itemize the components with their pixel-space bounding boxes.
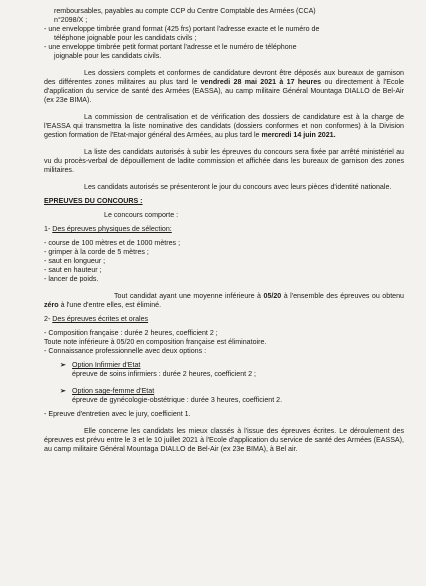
- option-body: épreuve de gynécologie-obstétrique : durée 3 heures, coefficient 2.: [72, 396, 283, 404]
- option-title: Option Infirmier d'Etat: [72, 361, 141, 369]
- moyenne-text-e: à l'une d'entre elles, est éliminé.: [58, 301, 162, 309]
- section1-title: [44, 225, 404, 234]
- intro-line: remboursables, payables au compte CCP du Centre Comptable des Armées (CCA): [54, 7, 316, 15]
- commission-text-a: La commission de centralisation et de vérification des dossiers de candidature est à la charge de l'EASSA qui transmettra la liste nominative des candidats (dossiers conformes et non conformes) à la Division gestion formation de l'Etat-major général des Armées, au plus tard le: [44, 113, 404, 139]
- intro-line: - une enveloppe timbrée grand format (425 frs) portant l'adresse exacte et le numéro de: [44, 25, 320, 33]
- depot-text-c: ou directement à l'Ecole d'application du service de santé des Armées (EASSA), au camp militaire Général Mountaga DIALLO de Bel-Air (ex 23e BIMA).: [44, 78, 404, 104]
- section1-title-text: Des épreuves physiques de sélection:: [52, 225, 172, 233]
- intro-line: - une enveloppe timbrée petit format portant l'adresse et le numéro de téléphone: [44, 43, 297, 51]
- entretien-line: - Epreuve d'entretien avec le jury, coefficient 1.: [44, 410, 191, 418]
- intro-line: téléphone joignable pour les candidats civils ;: [54, 34, 197, 42]
- epreuves-heading: EPREUVES DU CONCOURS :: [44, 197, 143, 205]
- section1-num: 1-: [44, 225, 53, 233]
- depot-deadline: vendredi 28 mai 2021 à 17 heures: [200, 78, 322, 86]
- section2-item: Toute note inférieure à 05/20 en composition française est éliminatoire.: [44, 338, 267, 346]
- intro-line: n°2098/X ;: [54, 16, 88, 24]
- section1-item: - saut en longueur ;: [44, 257, 106, 265]
- section1-item: - saut en hauteur ;: [44, 266, 102, 274]
- paragraph-commission: [44, 113, 404, 140]
- concours-comporte: Le concours comporte :: [104, 211, 179, 219]
- option-body: épreuve de soins infirmiers : durée 2 heures, coefficient 2 ;: [72, 370, 257, 378]
- section1-item: - course de 100 mètres et de 1000 mètres ;: [44, 239, 181, 247]
- section1-item: - lancer de poids.: [44, 275, 99, 283]
- commission-deadline: mercredi 14 juin 2021.: [261, 131, 336, 139]
- option-title: Option sage-femme d'Etat: [72, 387, 155, 395]
- paragraph-presenter: Les candidats autorisés se présenteront le jour du concours avec leurs pièces d'identité nationale.: [84, 183, 392, 191]
- document-body: [44, 7, 404, 454]
- section2-num: 2-: [44, 315, 53, 323]
- moyenne-zero: zéro: [44, 301, 59, 309]
- section2-item: - Connaissance professionnelle avec deux options :: [44, 347, 207, 355]
- paragraph-liste: La liste des candidats autorisés à subir les épreuves du concours sera fixée par arrêté ministériel au vu du procès-verbal de dépouillement de ladite commission et affichée dans les bureaux de garnison des zones militaires.: [44, 148, 404, 174]
- option-infirmier: [60, 361, 404, 370]
- intro-line: joignable pour les candidats civils.: [54, 52, 162, 60]
- paragraph-depot: [44, 69, 404, 105]
- section1-item: - grimper à la corde de 5 mètres ;: [44, 248, 149, 256]
- paragraph-final: Elle concerne les candidats les mieux classés à l'issue des épreuves écrites. Le déroulement des épreuves est prévu entre le 3 et le 10 juillet 2021 à l'Ecole d'application du service de santé des Armées (EASSA), au camp militaire Général Mountaga DIALLO de Bel-Air (ex 23e BIMA), à Bel air.: [44, 427, 404, 453]
- section2-item: - Composition française : durée 2 heures, coefficient 2 ;: [44, 329, 218, 337]
- section2-title: [44, 315, 404, 324]
- moyenne-text-a: Tout candidat ayant une moyenne inférieure à: [114, 292, 264, 300]
- depot-text-a: Les dossiers complets et conformes de candidature devront être déposés aux bureaux de garnison des différentes zones militaires au plus tard le: [44, 69, 404, 86]
- option-sage-femme: [60, 387, 404, 396]
- moyenne-text-c: à l'ensemble des épreuves ou obtenu: [281, 292, 404, 300]
- moyenne-threshold: 05/20: [263, 292, 282, 300]
- arrow-bullet-icon: ➢: [60, 361, 66, 369]
- arrow-bullet-icon: ➢: [60, 387, 66, 395]
- section2-title-text: Des épreuves écrites et orales: [52, 315, 149, 323]
- paragraph-moyenne: [44, 292, 404, 310]
